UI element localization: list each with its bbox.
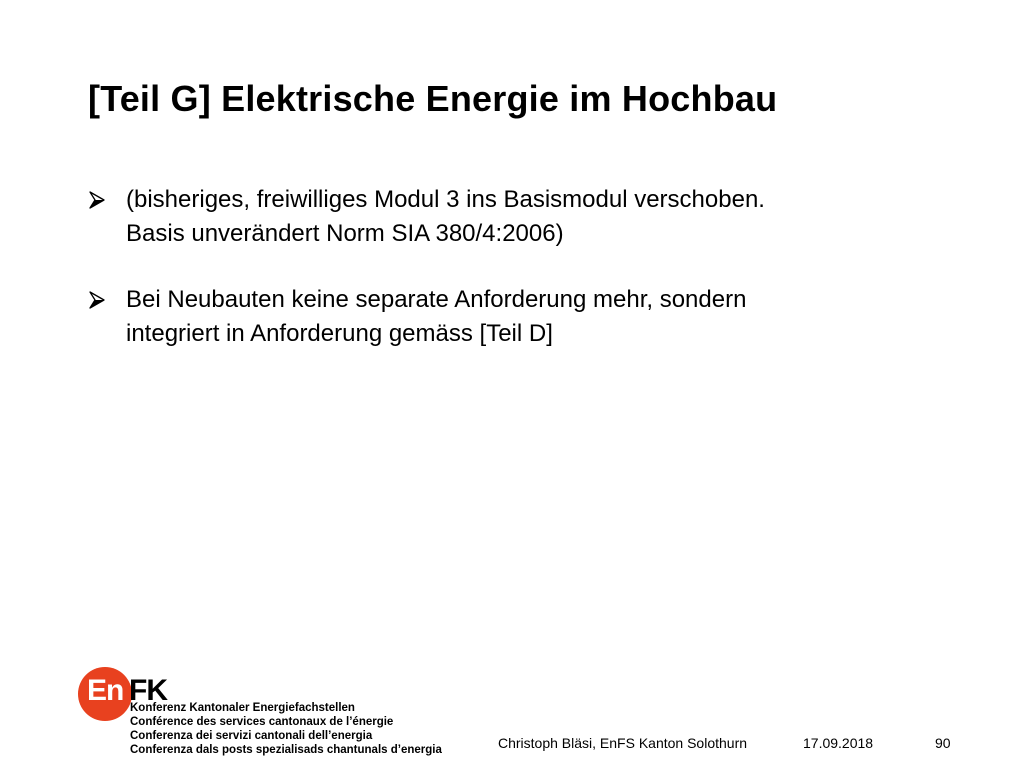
bullet-item <box>88 183 948 251</box>
arrow-bullet-icon <box>88 291 106 309</box>
logo-text <box>130 701 442 757</box>
logo-line: Conférence des services cantonaux de l’énergie <box>130 716 394 728</box>
enfk-logo <box>78 667 442 762</box>
logo-line: Konferenz Kantonaler Energiefachstellen <box>130 702 355 714</box>
bullet-text-line: Bei Neubauten keine separate Anforderung mehr, sondern <box>126 286 747 313</box>
footer-author: Christoph Bläsi, EnFS Kanton Solothurn <box>498 735 748 751</box>
footer-date: 17.09.2018 <box>803 735 874 751</box>
bullet-text-line: Basis unverändert Norm SIA 380/4:2006) <box>126 220 564 247</box>
page-number: 90 <box>935 735 951 751</box>
arrow-bullet-icon <box>88 191 106 209</box>
bullet-item <box>88 283 948 351</box>
bullet-text-line: integriert in Anforderung gemäss [Teil D] <box>126 320 553 347</box>
logo-line: Conferenza dals posts spezialisads chantunals d’energia <box>130 744 442 756</box>
slide-title: [Teil G] Elektrische Energie im Hochbau <box>88 78 778 119</box>
bullet-list <box>88 183 948 383</box>
logo-mark-fk: FK <box>129 674 167 707</box>
logo-mark-en: En <box>87 674 124 707</box>
logo-line: Conferenza dei servizi cantonali dell’energia <box>130 730 373 742</box>
bullet-text-line: (bisheriges, freiwilliges Modul 3 ins Basismodul verschoben. <box>126 186 765 213</box>
